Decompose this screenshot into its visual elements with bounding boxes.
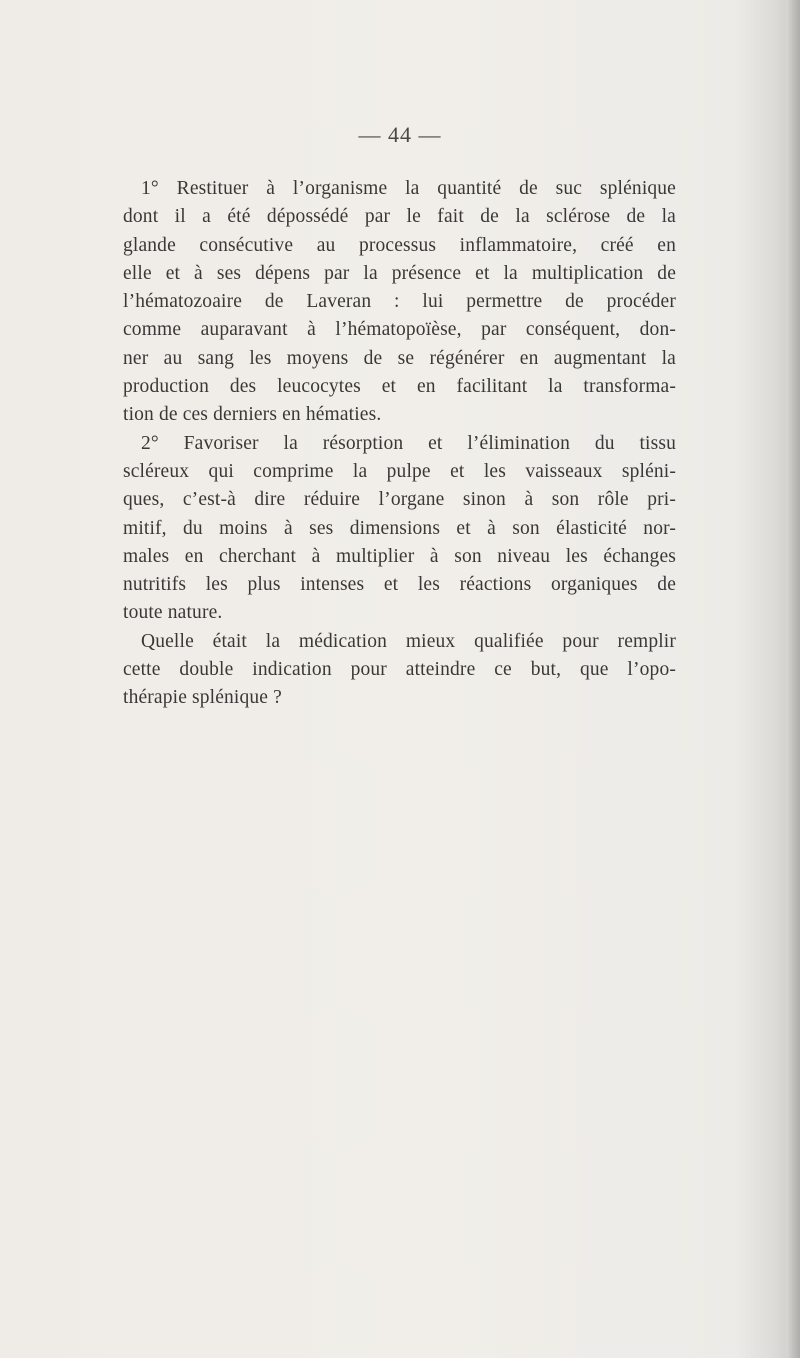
text-line: ques, c’est-à dire réduire l’organe sinon à son rôle pri-: [123, 489, 676, 511]
text-line: dont il a été dépossédé par le fait de la sclérose de la: [123, 206, 676, 228]
text-line: males en cherchant à multiplier à son niveau les échanges: [123, 545, 676, 567]
text-line: toute nature.: [123, 602, 223, 624]
text-line: cette double indication pour atteindre ce but, que l’opo-: [123, 659, 676, 681]
text-line: mitif, du moins à ses dimensions et à son élasticité nor-: [123, 517, 676, 539]
text-line: thérapie splénique ?: [123, 687, 282, 709]
text-line: production des leucocytes et en facilitant la transforma-: [123, 376, 676, 398]
text-line: 2° Favoriser la résorption et l’élimination du tissu: [141, 432, 676, 454]
text-line: nutritifs les plus intenses et les réactions organiques de: [123, 574, 676, 596]
page-number: — 44 —: [358, 122, 442, 147]
text-line: glande consécutive au processus inflammatoire, créé en: [123, 234, 676, 256]
text-line: l’hématozoaire de Laveran : lui permettre de procéder: [123, 291, 676, 313]
text-line: 1° Restituer à l’organisme la quantité de suc splénique: [141, 178, 676, 199]
body-text: [123, 175, 676, 713]
text-line: scléreux qui comprime la pulpe et les vaisseaux spléni-: [123, 460, 676, 482]
text-line: tion de ces derniers en hématies.: [123, 404, 382, 426]
text-line: elle et à ses dépens par la présence et la multiplication de: [123, 262, 676, 284]
text-line: ner au sang les moyens de se régénérer en augmentant la: [123, 347, 676, 369]
page-edge-shadow: [786, 0, 800, 1358]
text-line: comme auparavant à l’hématopoïèse, par conséquent, don-: [123, 319, 676, 341]
text-line: Quelle était la médication mieux qualifiée pour remplir: [141, 630, 676, 652]
